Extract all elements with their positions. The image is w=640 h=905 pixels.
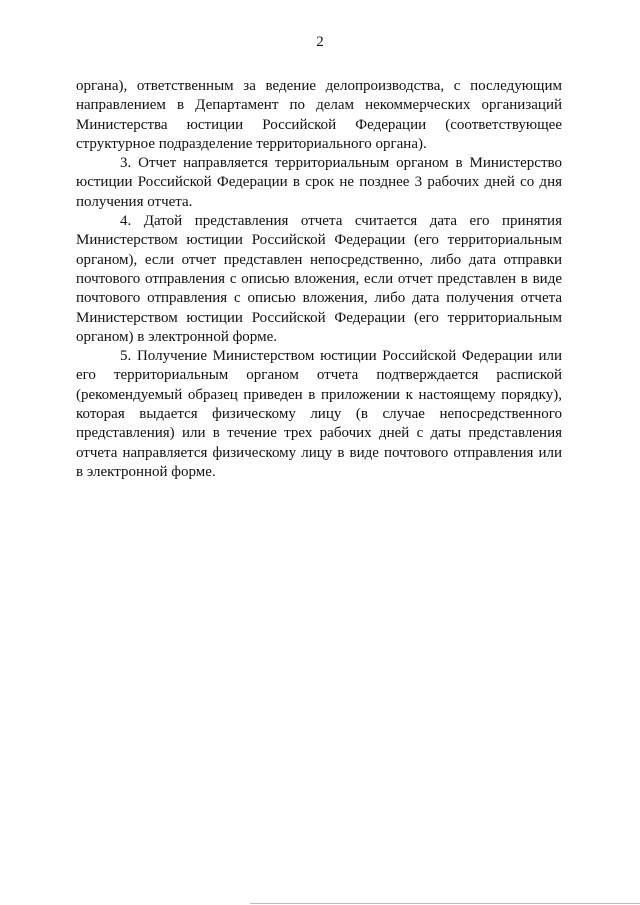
paragraph-item-5: 5. Получение Министерством юстиции Российской Федерации или его территориальным органом отчета подтверждается распиской (рекомендуемый образец приведен в приложении к настоящему порядку), которая выдается физическому лицу (в случае непосредственного представления) или в течение трех рабочих дней с даты представления отчета направляется физическому лицу в виде почтового отправления или в электронной форме. xyxy=(76,348,562,480)
document-body xyxy=(76,77,562,482)
paragraph-continuation: органа), ответственным за ведение делопроизводства, с последующим направлением в Департамент по делам некоммерческих организаций Министерства юстиции Российской Федерации (соответствующее структурное подразделение территориального органа). xyxy=(76,78,562,152)
page-number: 2 xyxy=(316,34,324,50)
paragraph-item-3: 3. Отчет направляется территориальным органом в Министерство юстиции Российской Федерации в срок не позднее 3 рабочих дней со дня получения отчета. xyxy=(76,155,562,210)
scan-edge-line xyxy=(250,903,640,904)
paragraph-item-4: 4. Датой представления отчета считается дата его принятия Министерством юстиции Российской Федерации (его территориальным органом), если отчет представлен непосредственно, либо дата отправки почтового отправления с описью вложения, если отчет представлен в виде почтового отправления с описью вложения, либо дата получения отчета Министерством юстиции Российской Федерации (его территориальным органом) в электронной форме. xyxy=(76,213,562,345)
